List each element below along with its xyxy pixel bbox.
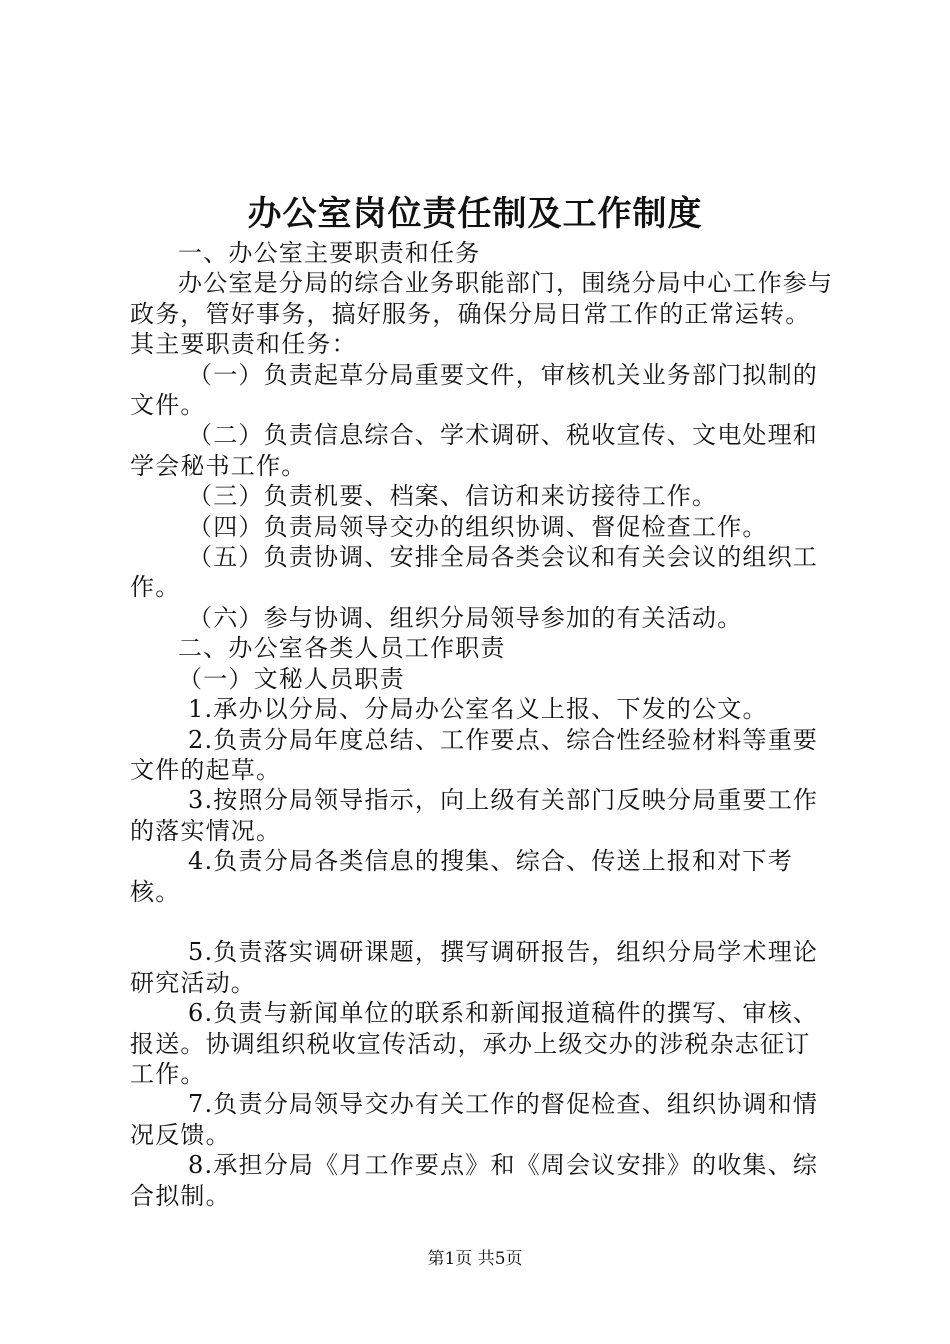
list-item: 8.承担分局《月工作要点》和《周会议安排》的收集、综合拟制。 (130, 1151, 819, 1210)
list-item: （四）负责局领导交办的组织协调、督促检查工作。 (188, 512, 768, 541)
list-item: （三）负责机要、档案、信访和来访接待工作。 (188, 482, 718, 511)
list-item: （五）负责协调、安排全局各类会议和有关会议的组织工作。 (130, 543, 818, 602)
list-item: 5.负责落实调研课题，撰写调研报告，组织分局学术理论研究活动。 (130, 938, 819, 997)
list-item: 2.负责分局年度总结、工作要点、综合性经验材料等重要文件的起草。 (130, 725, 819, 784)
list-item: （二）负责信息综合、学术调研、税收宣传、文电处理和学会秘书工作。 (130, 421, 818, 480)
paragraph: 办公室是分局的综合业务职能部门，围绕分局中心工作参与政务，管好事务，搞好服务，确保分局日常工作的正常运转。其主要职责和任务： (130, 269, 834, 359)
subsection-heading: （一）文秘人员职责 (178, 664, 405, 693)
list-item: （一）负责起草分局重要文件，审核机关业务部门拟制的文件。 (130, 360, 818, 420)
page-footer: 第1页 共5页 (427, 1249, 523, 1269)
list-item: 6.负责与新闻单位的联系和新闻报道稿件的撰写、审核、报送。协调组织税收宣传活动，承办上级交办的涉税杂志征订工作。 (130, 999, 819, 1088)
document-body (130, 238, 835, 1211)
section-heading: 一、办公室主要职责和任务 (178, 239, 481, 267)
list-item: 1.承办以分局、分局办公室名义上报、下发的公文。 (188, 695, 768, 724)
list-item: 3.按照分局领导指示，向上级有关部门反映分局重要工作的落实情况。 (130, 786, 819, 845)
section-heading: 二、办公室各类人员工作职责 (178, 634, 506, 663)
list-item: 4.负责分局各类信息的搜集、综合、传送上报和对下考核。 (130, 847, 793, 906)
document-title: 办公室岗位责任制及工作制度 (247, 194, 703, 234)
list-item: （六）参与协调、组织分局领导参加的有关活动。 (188, 603, 743, 632)
list-item: 7.负责分局领导交办有关工作的督促检查、组织协调和情况反馈。 (130, 1090, 819, 1149)
blank-line (130, 907, 835, 937)
